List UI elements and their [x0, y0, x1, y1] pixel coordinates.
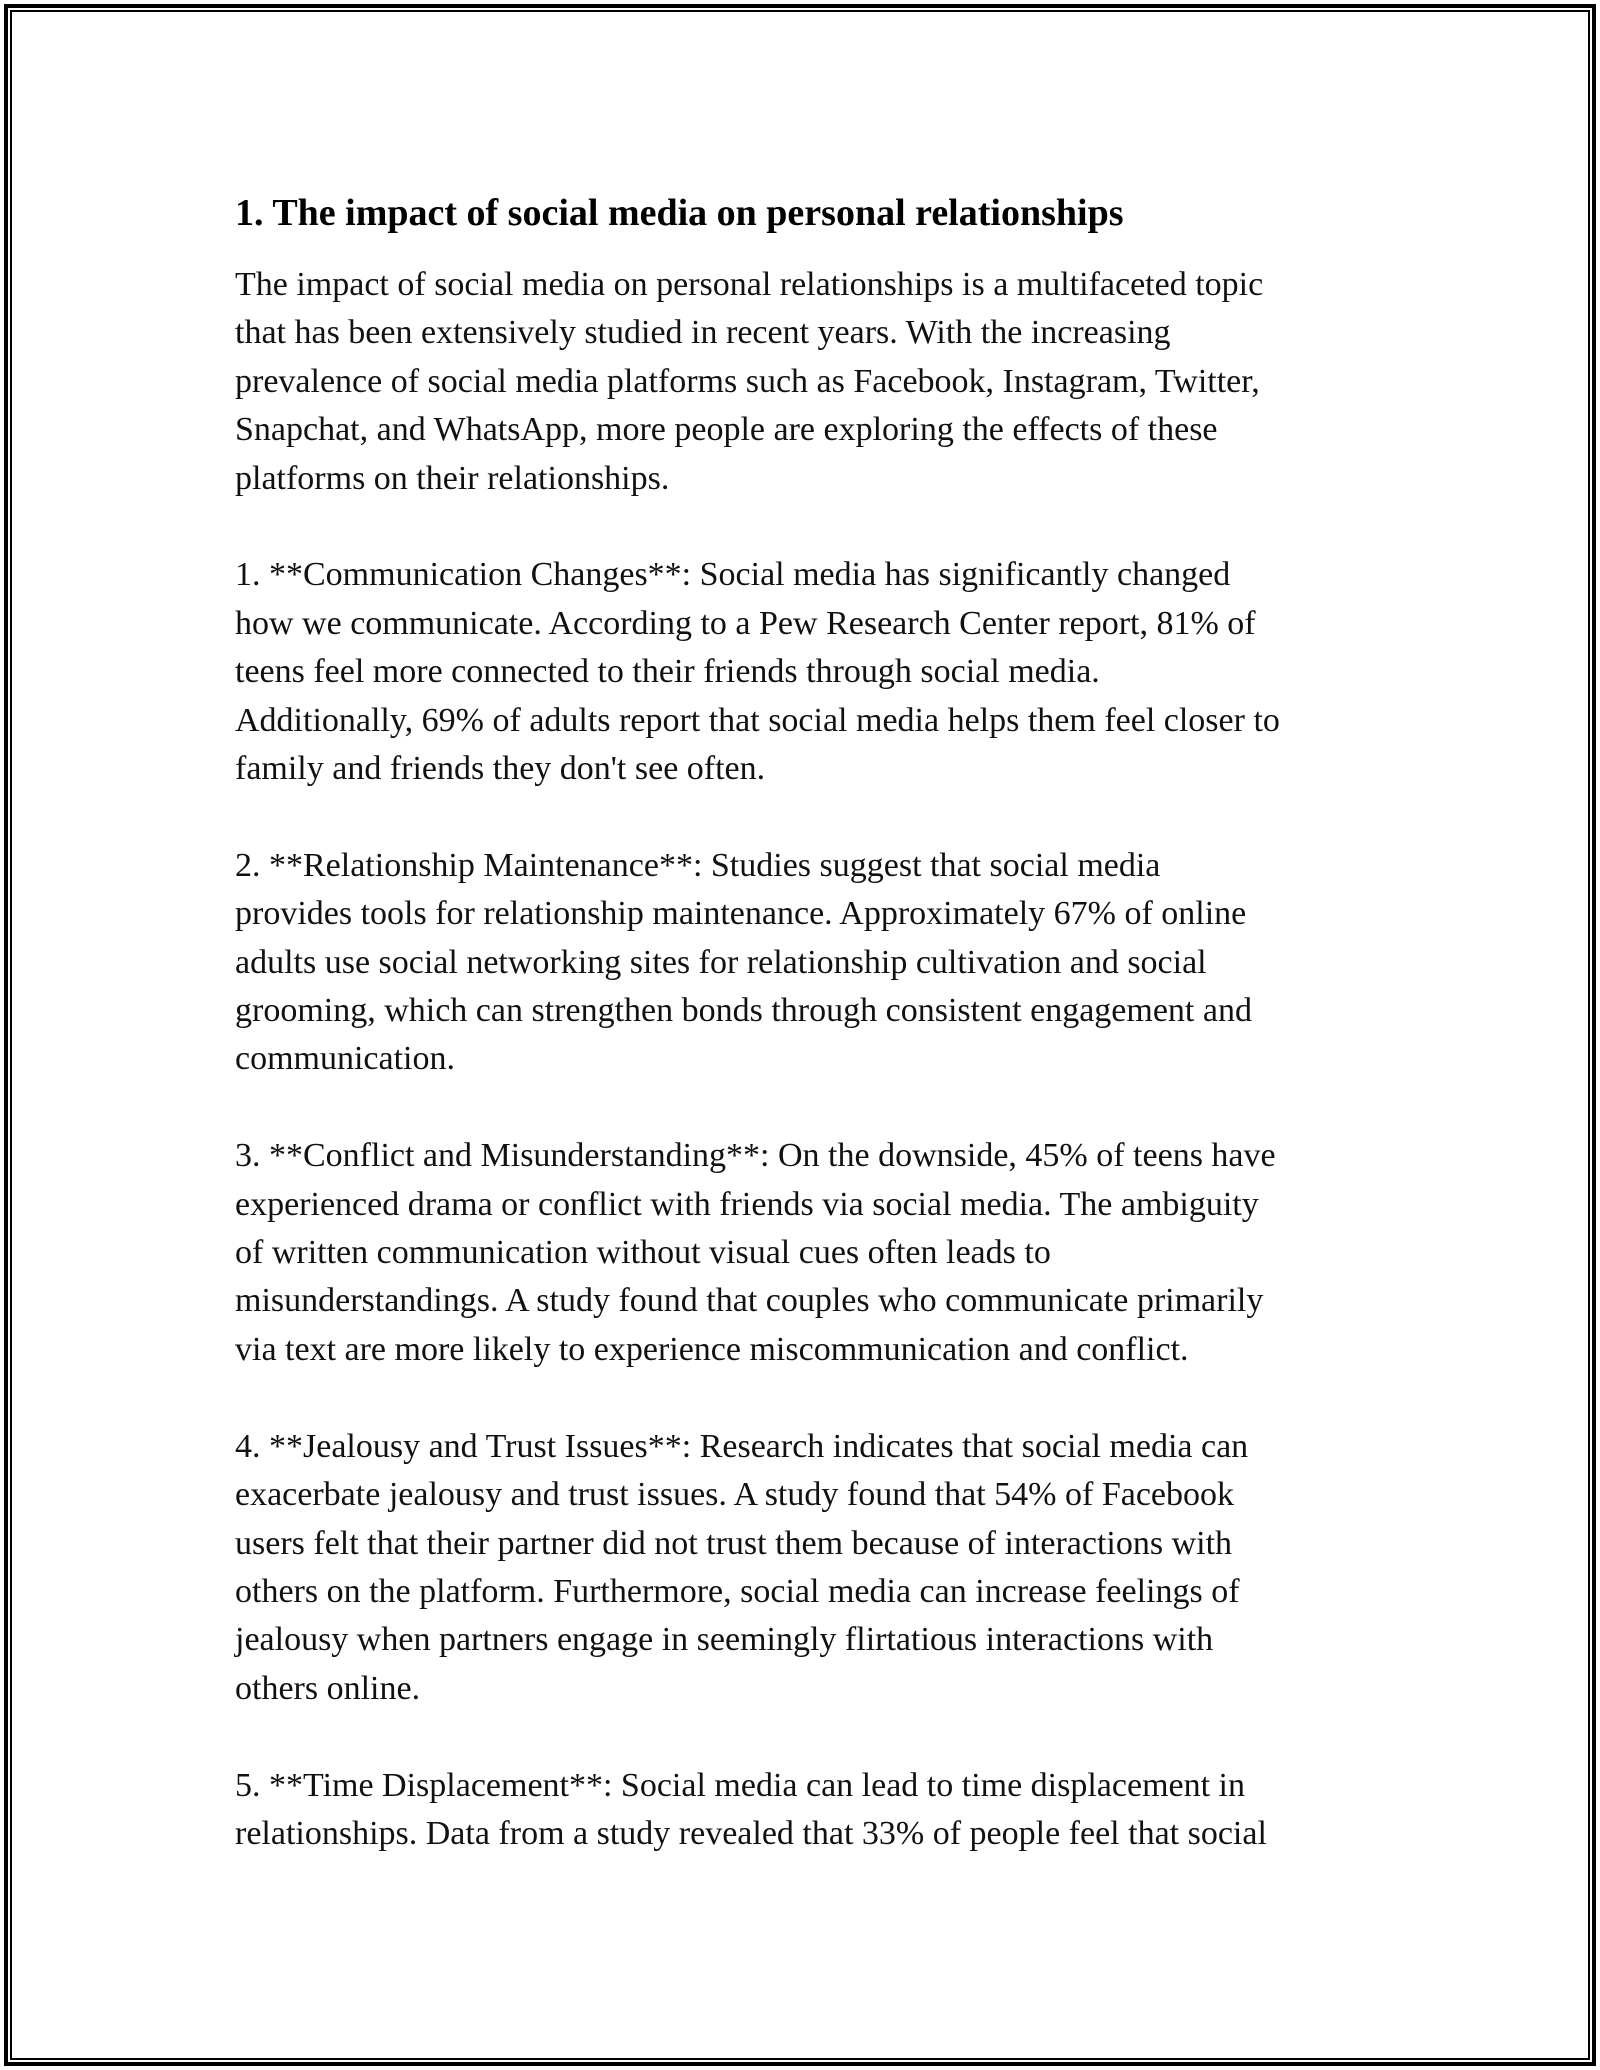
intro-paragraph: The impact of social media on personal relationships is a multifaceted topic that has been extensively studied in recent years. With the increasing prevalence of social media platforms such as Facebook, Instagram, Twitter, Snapchat, and WhatsApp, more people are exploring the effects of these platforms on their relationships.	[235, 266, 1264, 497]
paragraph-spacer	[235, 503, 1375, 551]
section-heading: 1. The impact of social media on personal relationships	[235, 192, 1124, 234]
point-communication-changes: 1. **Communication Changes**: Social media has significantly changed how we communicate. According to a Pew Research Center report, 81% of teens feel more connected to their friends through social media. Additionally, 69% of adults report that social media helps them feel closer to family and friends they don't see often.	[235, 556, 1280, 788]
point-relationship-maintenance: 2. **Relationship Maintenance**: Studies suggest that social media provides tools for relationship maintenance. Approximately 67% of online adults use social networking sites for relationship cultivation and social grooming, which can strengthen bonds through consistent engagement and communication.	[235, 846, 1252, 1078]
paragraph-spacer	[235, 793, 1375, 841]
paragraph-spacer	[235, 1713, 1375, 1761]
point-time-displacement: 5. **Time Displacement**: Social media can lead to time displacement in relationships. Data from a study revealed that 33% of people feel that social	[235, 1766, 1267, 1852]
point-jealousy-trust: 4. **Jealousy and Trust Issues**: Research indicates that social media can exacerbate jealousy and trust issues. A study found that 54% of Facebook users felt that their partner did not trust them because of interactions with others on the platform. Furthermore, social media can increase feelings of jealousy when partners engage in seemingly flirtatious interactions with others online.	[235, 1427, 1249, 1707]
paragraph-spacer	[235, 1374, 1375, 1422]
document-body	[235, 185, 1375, 1858]
paragraph-spacer	[235, 1084, 1375, 1132]
point-conflict-misunderstanding: 3. **Conflict and Misunderstanding**: On the downside, 45% of teens have experienced drama or conflict with friends via social media. The ambiguity of written communication without visual cues often leads to misunderstandings. A study found that couples who communicate primarily via text are more likely to experience miscommunication and conflict.	[235, 1137, 1276, 1368]
